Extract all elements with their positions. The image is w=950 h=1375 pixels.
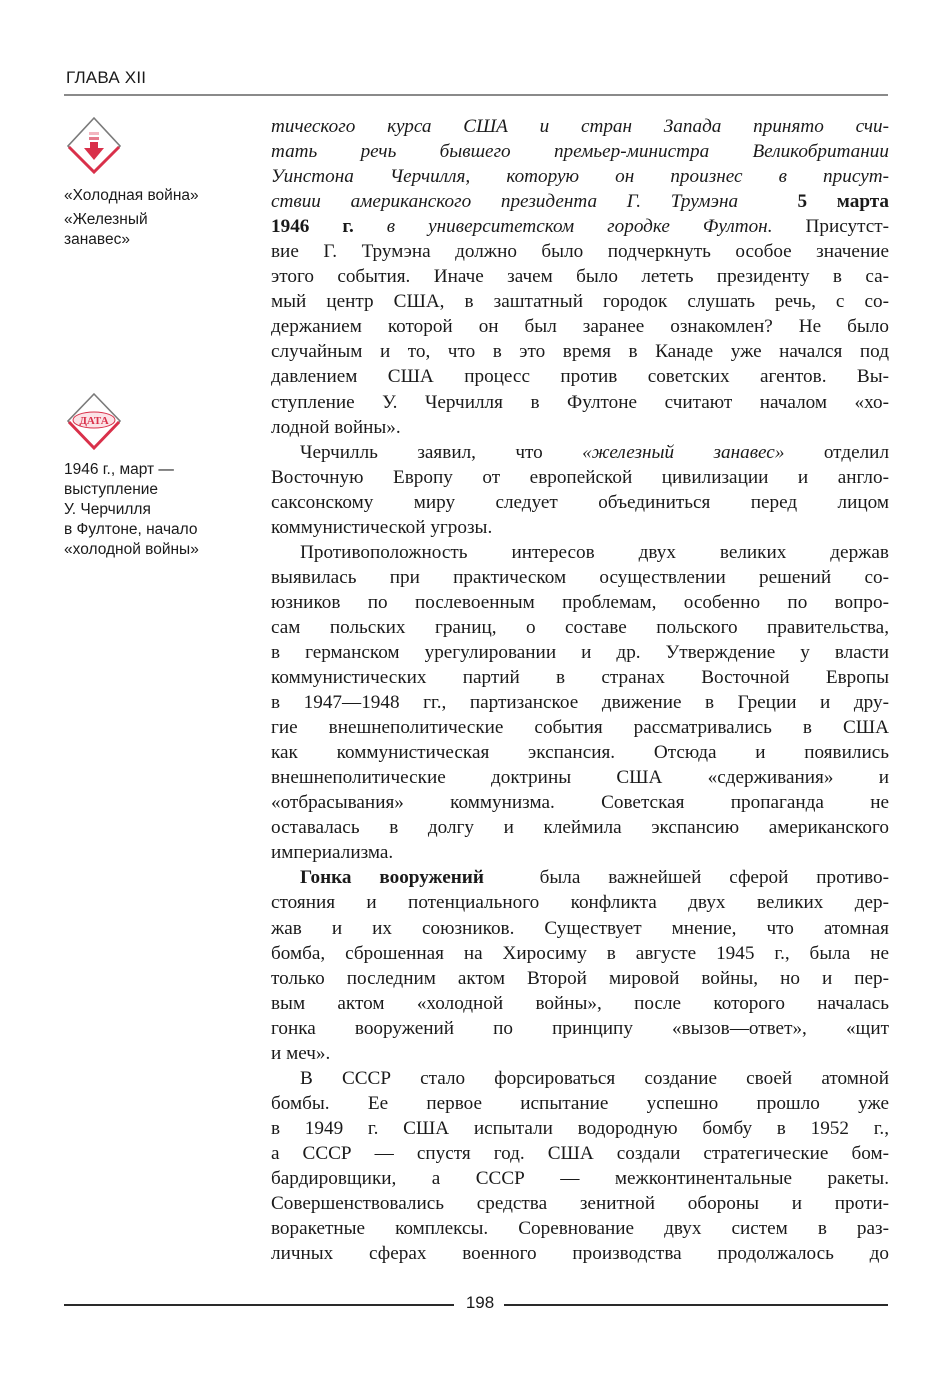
text-line: в германском урегулировании и др. Утверждение у власти bbox=[271, 641, 889, 663]
text-line: давлением США процесс против советских агентов. Вы- bbox=[271, 366, 889, 388]
text-line: держанием которой он был заранее ознакомлен? Не было bbox=[271, 316, 889, 338]
text-line: В СССР стало форсироваться создание своей атомной bbox=[300, 1067, 889, 1089]
date-note-line: «холодной войны» bbox=[64, 541, 199, 558]
bold-date: 5 марта bbox=[797, 191, 889, 213]
footer-rule-right bbox=[504, 1304, 888, 1306]
paragraph bbox=[271, 440, 889, 540]
text-line: стояния и потенциального конфликта двух великих дер- bbox=[271, 892, 889, 914]
text-line: империализма. bbox=[271, 842, 394, 864]
text-line: Восточную Европу от европейской цивилизации и англо- bbox=[271, 466, 889, 488]
bold-term: Гонка вооружений bbox=[300, 867, 484, 889]
text-line: только последним актом Второй мировой войны, но и пер- bbox=[271, 967, 889, 989]
text-line: жав и их союзников. Существует мнение, что атомная bbox=[271, 917, 889, 939]
text-line: выявилась при практическом осуществлении решений со- bbox=[271, 566, 889, 588]
text-span: была важнейшей сферой противо- bbox=[539, 867, 890, 889]
header-rule bbox=[64, 94, 888, 96]
text-line: оставалась в долгу и клеймила экспансию американского bbox=[271, 817, 889, 839]
text-line: вие Г. Трумэна должно было подчеркнуть особое значение bbox=[271, 241, 889, 263]
key-terms-diamond-icon bbox=[64, 114, 124, 174]
paragraph bbox=[271, 865, 889, 1065]
text-line: Противоположность интересов двух великих держав bbox=[300, 541, 889, 563]
text-line: гие внешнеполитические события рассматривались в США bbox=[271, 717, 889, 739]
date-note-line: в Фултоне, начало bbox=[64, 521, 198, 538]
key-terms-note bbox=[64, 186, 254, 250]
text-line: бомба, сброшенная на Хиросиму в августе 1945 г., была не bbox=[271, 942, 889, 964]
italic-term: «железный занавес» bbox=[582, 441, 785, 463]
paragraph bbox=[271, 540, 889, 866]
text-line: гонка вооружений по принципу «вызов—ответ», «щит bbox=[271, 1017, 889, 1039]
text-line: тать речь бывшего премьер-министра Великобритании bbox=[271, 141, 889, 163]
text-line bbox=[271, 189, 889, 214]
text-span: отделил bbox=[823, 441, 890, 463]
text-span: Черчилль заявил, что bbox=[300, 441, 543, 463]
text-line: Совершенствовались средства зенитной обороны и проти- bbox=[271, 1193, 889, 1215]
text-line: ступление У. Черчилля в Фултоне считают началом «хо- bbox=[271, 391, 889, 413]
text-line: и меч». bbox=[271, 1042, 331, 1064]
text-line bbox=[271, 440, 889, 465]
key-term: «Холодная война» bbox=[64, 187, 199, 204]
text-line: случайным и то, что в это время в Канаде уже начался под bbox=[271, 341, 889, 363]
text-line: тического курса США и стран Запада принято счи- bbox=[271, 116, 889, 137]
text-line: лодной войны». bbox=[271, 416, 401, 438]
text-line: коммунистических партий в странах Восточной Европы bbox=[271, 667, 889, 689]
italic-span: в университетском городке Фултон. bbox=[386, 216, 773, 238]
text-line: сам польских границ, о составе польского правительства, bbox=[271, 616, 889, 638]
page-number: 198 bbox=[465, 1293, 495, 1312]
text-line: бардировщики, а СССР — межконтинентальные ракеты. bbox=[271, 1167, 889, 1189]
key-term: «Железный bbox=[64, 211, 148, 228]
date-note-line: выступление bbox=[64, 481, 159, 498]
paragraph bbox=[271, 1066, 889, 1266]
text-line: воракетные комплексы. Соревнование двух систем в раз- bbox=[271, 1218, 889, 1240]
text-line: саксонскому миру следует объединиться перед лицом bbox=[271, 491, 889, 513]
text-line: вым актом «холодной войны», после которого началась bbox=[271, 992, 889, 1014]
text-line: Уинстона Черчилля, которую он произнес в присут- bbox=[271, 166, 889, 188]
key-term: занавес» bbox=[64, 231, 130, 248]
text-line: юзников по послевоенным проблемам, особенно по вопро- bbox=[271, 591, 889, 613]
page-footer bbox=[64, 1293, 888, 1317]
text-line bbox=[271, 214, 889, 239]
date-icon-label: ДАТА bbox=[79, 415, 109, 427]
bold-date: 1946 г. bbox=[271, 216, 354, 238]
text-line: в 1947—1948 гг., партизанское движение в Греции и дру- bbox=[271, 692, 889, 714]
footer-rule-left bbox=[64, 1304, 454, 1306]
text-line: как коммунистическая экспансия. Отсюда и появились bbox=[271, 742, 889, 764]
text-line bbox=[271, 865, 889, 890]
text-span: Присутст- bbox=[805, 216, 890, 238]
text-line: «отбрасывания» коммунизма. Советская пропаганда не bbox=[271, 792, 889, 814]
text-line: коммунистической угрозы. bbox=[271, 516, 493, 538]
text-line: бомбы. Ее первое испытание успешно прошло уже bbox=[271, 1092, 889, 1114]
text-line: в 1949 г. США испытали водородную бомбу в 1952 г., bbox=[271, 1117, 889, 1139]
text-line: личных сферах военного производства продолжалось до bbox=[271, 1243, 889, 1265]
main-text bbox=[271, 114, 889, 1266]
text-line: этого события. Иначе зачем было лететь президенту в са- bbox=[271, 266, 889, 288]
running-head: ГЛАВА XII bbox=[66, 68, 147, 87]
date-note-line: 1946 г., март — bbox=[64, 461, 174, 478]
date-diamond-icon bbox=[64, 390, 124, 450]
text-line: а СССР — спустя год. США создали стратегические бом- bbox=[271, 1142, 889, 1164]
date-note bbox=[64, 460, 254, 560]
date-note-line: У. Черчилля bbox=[64, 501, 151, 518]
text-line: внешнеполитические доктрины США «сдерживания» и bbox=[271, 767, 889, 789]
italic-span: ствии американского президента Г. Трумэна bbox=[271, 191, 739, 213]
text-line: мый центр США, в заштатный городок слушать речь, с со- bbox=[271, 291, 889, 313]
paragraph bbox=[271, 114, 889, 440]
